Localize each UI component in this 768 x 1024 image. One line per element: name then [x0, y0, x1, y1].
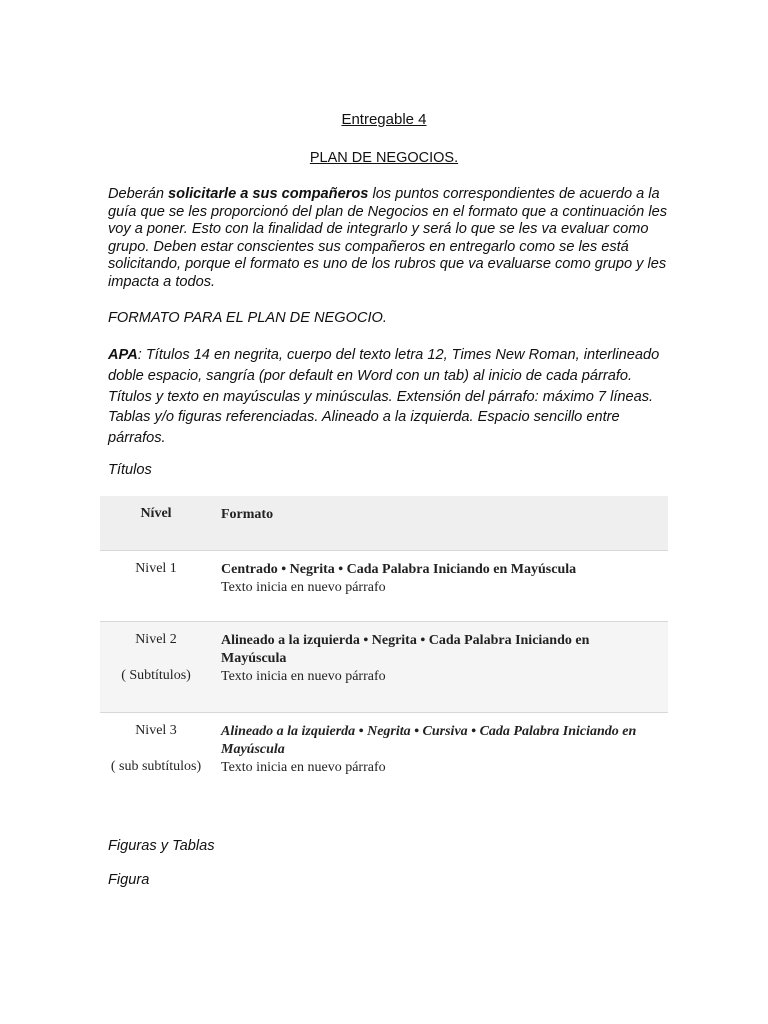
format-cell — [221, 632, 641, 686]
format-note: Texto inicia en nuevo párrafo — [221, 580, 386, 595]
format-rule: Alineado a la izquierda • Negrita • Cada Palabra Iniciando en Mayúscula — [221, 633, 590, 666]
format-note: Texto inicia en nuevo párrafo — [221, 669, 386, 684]
intro-bold: solicitarle a sus compañeros — [168, 186, 369, 202]
intro-paragraph — [108, 186, 668, 292]
format-rule: Centrado • Negrita • Cada Palabra Iniciando en Mayúscula — [221, 562, 577, 577]
document-title: Entregable 4 — [341, 111, 427, 128]
apa-label: APA — [108, 347, 138, 363]
level-cell — [100, 723, 212, 775]
level-name: Nivel 2 — [135, 632, 177, 647]
figuras-tablas-label: Figuras y Tablas — [108, 838, 215, 854]
header-level: Nível — [140, 506, 172, 521]
format-rule: Alineado a la izquierda • Negrita • Cursiva • Cada Palabra Iniciando en Mayúscula — [221, 724, 637, 757]
format-cell — [221, 561, 641, 597]
level-cell — [100, 632, 212, 684]
level-name: Nivel 1 — [135, 561, 177, 576]
figura-label: Figura — [108, 872, 150, 888]
table-row — [100, 713, 668, 793]
titulos-label: Títulos — [108, 462, 152, 478]
apa-text: : Títulos 14 en negrita, cuerpo del texto letra 12, Times New Roman, interlineado doble espacio, sangría (por default en Word con un tab) al inicio de cada párrafo. Títulos y texto en mayúsculas y minúsculas. Extensión del párrafo: máximo 7 líneas. Tablas y/o figuras referenciadas. Alineado a la izquierda. Espacio sencillo entre párrafos. — [108, 347, 660, 447]
header-format: Formato — [221, 507, 274, 522]
table-row — [100, 622, 668, 713]
table-row — [100, 551, 668, 622]
level-name: Nivel 3 — [135, 723, 177, 738]
format-note: Texto inicia en nuevo párrafo — [221, 760, 386, 775]
table-header-row — [100, 496, 668, 551]
level-cell — [100, 561, 212, 577]
format-cell — [221, 723, 641, 777]
level-sublabel: ( sub subtítulos) — [110, 759, 202, 774]
apa-paragraph — [108, 345, 670, 449]
formato-heading: FORMATO PARA EL PLAN DE NEGOCIO. — [108, 310, 387, 326]
level-sublabel: ( Subtítulos) — [121, 668, 191, 683]
levels-table — [100, 496, 668, 793]
intro-rest: los puntos correspondientes de acuerdo a la guía que se les proporcionó del plan de Negocios en el formato que a continuación les voy a poner. Esto con la finalidad de integrarlo y será lo que se les va evaluar como grupo. Deben estar conscientes sus compañeros en entregarlo como se les está solicitando, porque el formato es uno de los rubros que va evaluarse como grupo y les impacta a todos. — [108, 186, 667, 290]
document-subtitle: PLAN DE NEGOCIOS. — [309, 150, 459, 166]
intro-lead: Deberán — [108, 186, 169, 202]
